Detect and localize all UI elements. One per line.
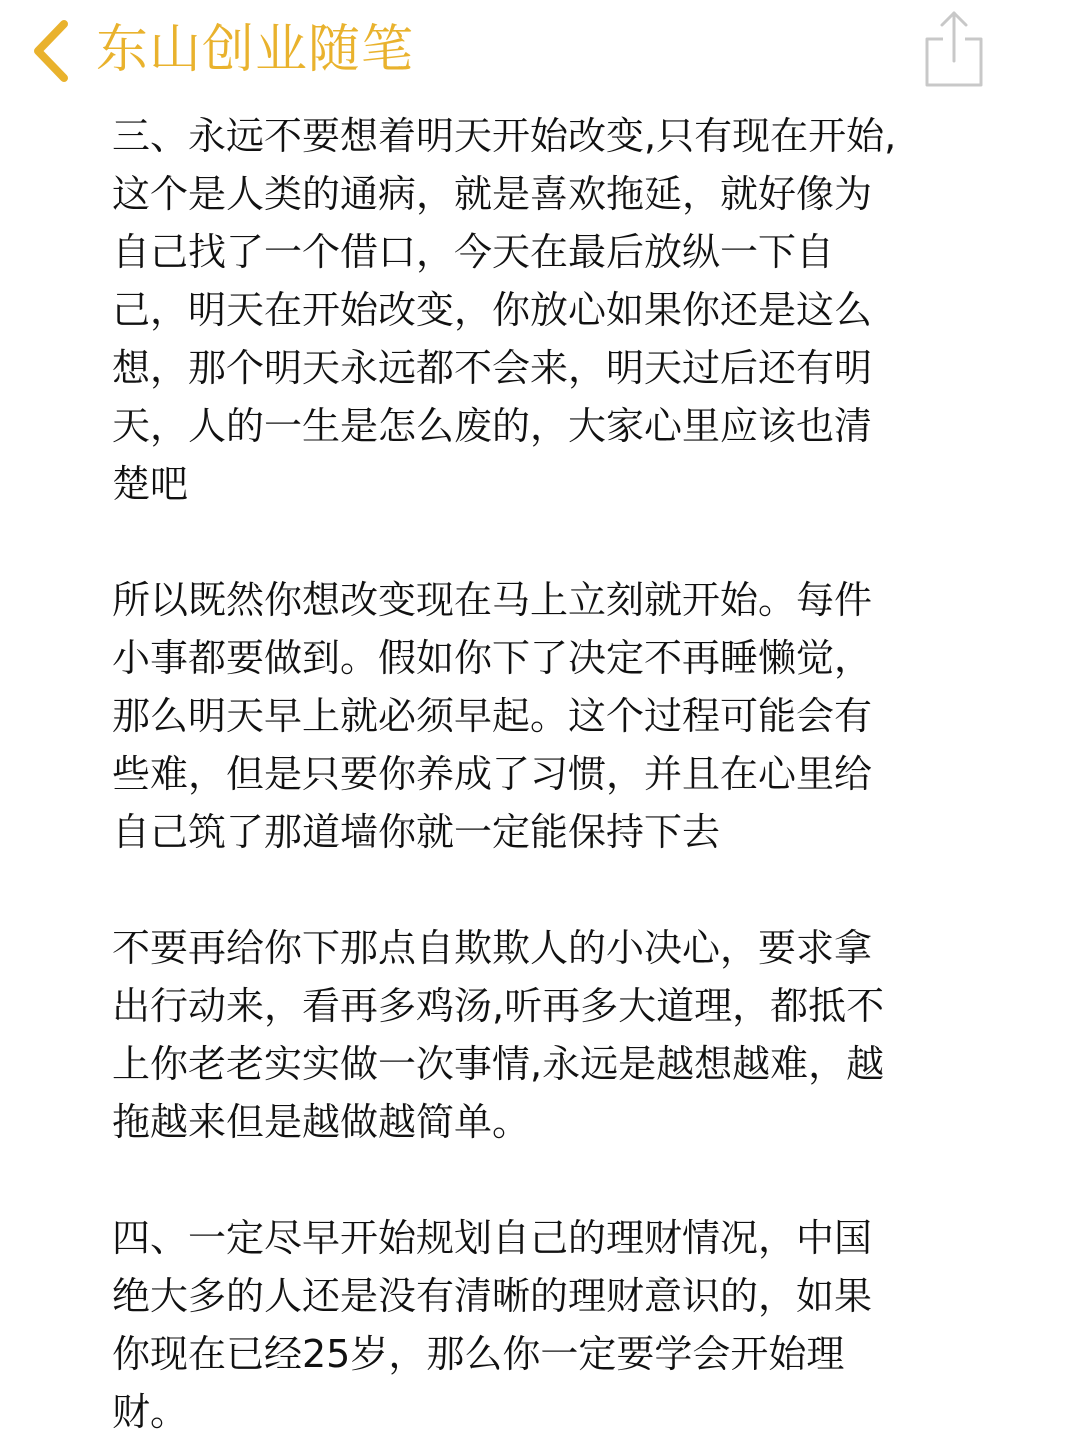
text-line: 些难，但是只要你养成了习惯，并且在心里给 — [112, 752, 873, 796]
share-icon — [921, 9, 987, 89]
text-line: 想，那个明天永远都不会来，明天过后还有明 — [112, 346, 873, 390]
text-line: 拖越来但是越做越简单。 — [112, 1100, 531, 1144]
back-button[interactable] — [22, 16, 78, 86]
text-line: 自己筑了那道墙你就一定能保持下去 — [112, 810, 721, 854]
text-line: 三、永远不要想着明天开始改变,只有现在开始, — [112, 114, 897, 158]
paragraph-1 — [112, 107, 972, 513]
paragraph-4 — [112, 1209, 972, 1441]
text-line: 这个是人类的通病，就是喜欢拖延，就好像为 — [112, 172, 873, 216]
text-line: 你现在已经25岁，那么你一定要学会开始理 — [112, 1332, 845, 1376]
paragraph-spacer — [112, 513, 972, 571]
text-line: 所以既然你想改变现在马上立刻就开始。每件 — [112, 578, 873, 622]
text-line: 上你老老实实做一次事情,永远是越想越难，越 — [112, 1042, 885, 1086]
paragraph-spacer — [112, 1151, 972, 1209]
text-line: 天，人的一生是怎么废的，大家心里应该也清 — [112, 404, 873, 448]
paragraph-3 — [112, 919, 972, 1151]
text-line: 自己找了一个借口，今天在最后放纵一下自 — [112, 230, 835, 274]
share-button[interactable] — [918, 6, 990, 92]
text-line: 那么明天早上就必须早起。这个过程可能会有 — [112, 694, 873, 738]
text-line: 出行动来，看再多鸡汤,听再多大道理，都抵不 — [112, 984, 885, 1028]
text-line: 己，明天在开始改变，你放心如果你还是这么 — [112, 288, 873, 332]
text-line: 四、一定尽早开始规划自己的理财情况，中国 — [112, 1216, 873, 1260]
text-line: 不要再给你下那点自欺欺人的小决心，要求拿 — [112, 926, 873, 970]
page-title: 东山创业随笔 — [96, 20, 415, 80]
text-line: 财。 — [112, 1390, 189, 1434]
chevron-left-icon — [28, 18, 72, 84]
paragraph-2 — [112, 571, 972, 861]
text-line: 小事都要做到。假如你下了决定不再睡懒觉， — [112, 636, 873, 680]
text-line: 楚吧 — [112, 462, 189, 506]
text-line: 绝大多的人还是没有清晰的理财意识的，如果 — [112, 1274, 873, 1318]
article-body — [112, 107, 972, 1441]
paragraph-spacer — [112, 861, 972, 919]
navigation-bar — [0, 0, 1080, 100]
